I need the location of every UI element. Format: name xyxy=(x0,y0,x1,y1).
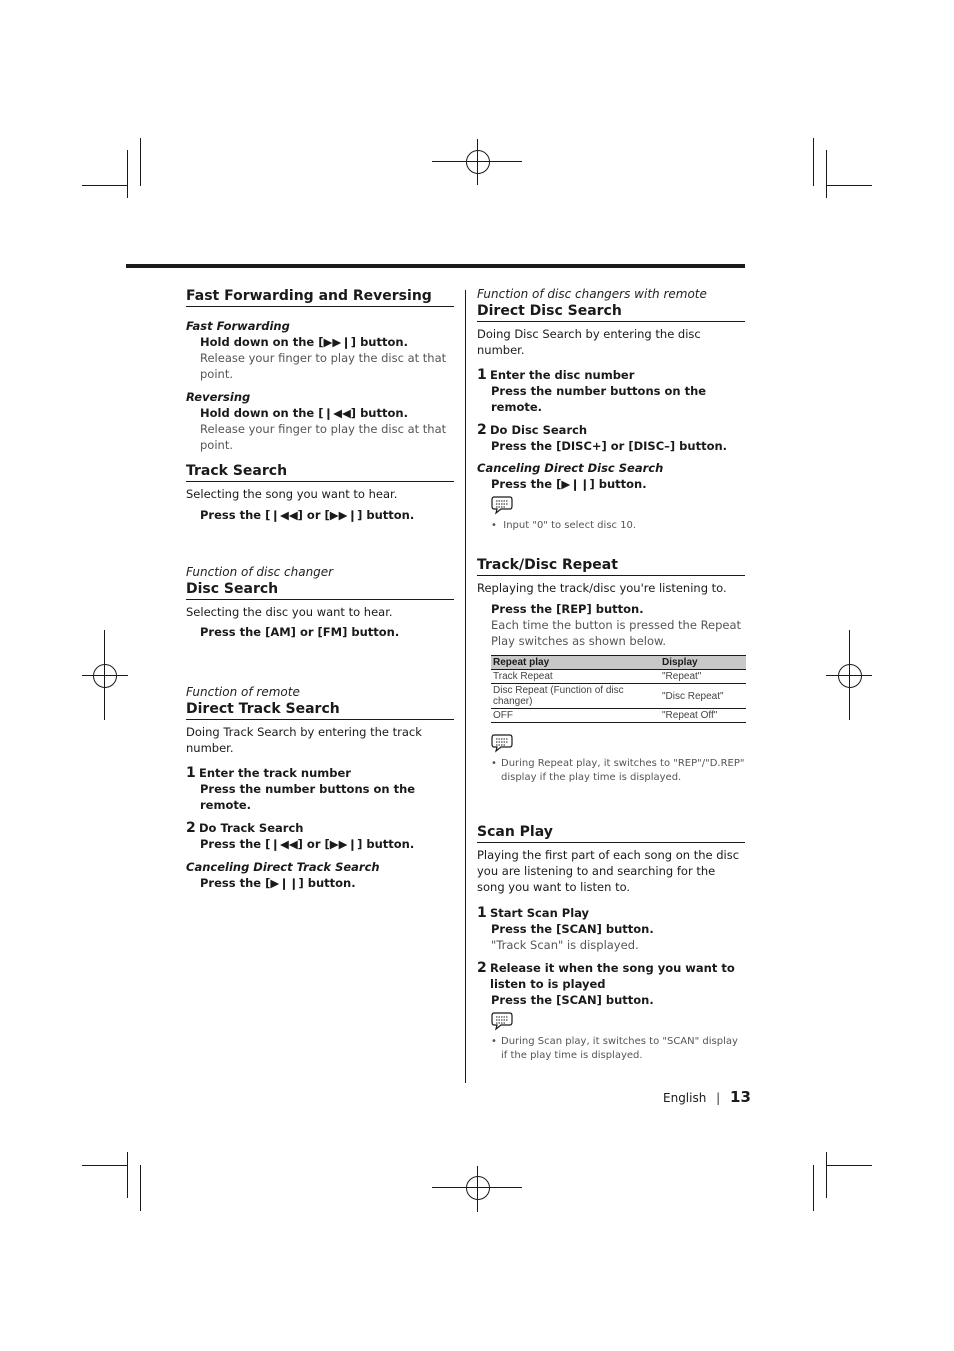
step-text: Press the [❙◀◀] or [▶▶❙] button. xyxy=(200,837,415,851)
step-number: 2 xyxy=(477,960,487,976)
step-text: Press the [SCAN] button. xyxy=(491,922,654,936)
step-text: Press the [AM] or [FM] button. xyxy=(200,625,400,639)
section-title: Disc Search xyxy=(186,580,454,600)
step-text: Press the [REP] button. xyxy=(491,602,644,616)
step-title: Start Scan Play xyxy=(490,906,590,920)
section-desc: Selecting the disc you want to hear. xyxy=(186,605,393,619)
section-desc: Doing Disc Search by entering the disc number. xyxy=(477,327,701,357)
section-scan-play xyxy=(477,823,745,1063)
table-cell: "Repeat" xyxy=(660,670,746,684)
section-desc: Playing the first part of each song on the disc you are listening to and searching for the song you want to listen to. xyxy=(477,848,740,894)
note-text: • During Scan play, it switches to "SCAN" display if the play time is displayed. xyxy=(491,1036,738,1061)
table-row xyxy=(491,684,746,709)
table-cell: OFF xyxy=(491,709,660,723)
step-text: Press the [❙◀◀] or [▶▶❙] button. xyxy=(200,508,415,522)
section-desc: Selecting the song you want to hear. xyxy=(186,487,398,501)
section-direct-track-search xyxy=(186,684,454,891)
section-track-search xyxy=(186,462,454,523)
section-title: Direct Track Search xyxy=(186,700,454,720)
section-desc: Doing Track Search by entering the track number. xyxy=(186,725,422,755)
subheading: Canceling Direct Track Search xyxy=(186,860,380,874)
left-column xyxy=(186,287,454,890)
step-note: Release your finger to play the disc at that point. xyxy=(200,422,447,452)
repeat-table xyxy=(491,655,746,723)
step-title: Enter the disc number xyxy=(490,368,635,382)
step-number: 2 xyxy=(186,820,196,836)
step-note: Each time the button is pressed the Repeat Play switches as shown below. xyxy=(491,618,742,648)
footer-language: English xyxy=(663,1091,707,1105)
step-note: "Track Scan" is displayed. xyxy=(491,938,639,952)
step-title: Do Track Search xyxy=(199,821,304,835)
step-text: Press the number buttons on the remote. xyxy=(491,384,707,414)
step-number: 1 xyxy=(477,905,487,921)
step-note: Release your finger to play the disc at that point. xyxy=(200,351,447,381)
function-category: Function of disc changers with remote xyxy=(477,287,707,301)
header-rule xyxy=(126,264,745,268)
subheading: Reversing xyxy=(186,390,251,404)
section-title: Direct Disc Search xyxy=(477,302,745,322)
note-bubble-icon xyxy=(491,495,745,519)
note-bubble-icon xyxy=(491,1011,745,1035)
table-cell: "Disc Repeat" xyxy=(660,684,746,709)
right-column xyxy=(477,286,745,1061)
page-footer xyxy=(663,1088,751,1106)
section-disc-search xyxy=(186,564,454,640)
step-text: Press the [▶❙❙] button. xyxy=(491,477,647,491)
subheading: Fast Forwarding xyxy=(186,319,290,333)
table-header: Repeat play xyxy=(491,656,660,670)
function-category: Function of remote xyxy=(186,685,300,699)
section-title: Fast Forwarding and Reversing xyxy=(186,287,454,307)
section-title: Scan Play xyxy=(477,823,745,843)
table-row xyxy=(491,709,746,723)
step-number: 1 xyxy=(477,367,487,383)
section-direct-disc-search xyxy=(477,286,745,533)
footer-separator: | xyxy=(716,1091,721,1105)
step-text: Press the [▶❙❙] button. xyxy=(200,876,356,890)
subheading: Canceling Direct Disc Search xyxy=(477,461,664,475)
section-title: Track Search xyxy=(186,462,454,482)
step-number: 1 xyxy=(186,765,196,781)
step-title: Enter the track number xyxy=(199,766,351,780)
step-number: 2 xyxy=(477,422,487,438)
section-desc: Replaying the track/disc you're listening to. xyxy=(477,581,727,595)
page-number: 13 xyxy=(730,1088,751,1106)
section-fast-forward xyxy=(186,287,454,453)
table-cell: Disc Repeat (Function of disc changer) xyxy=(491,684,660,709)
step-title: Release it when the song you want to listen to is played xyxy=(490,961,735,991)
step-text: Press the number buttons on the remote. xyxy=(200,782,416,812)
step-text: Press the [SCAN] button. xyxy=(491,993,654,1007)
table-cell: Track Repeat xyxy=(491,670,660,684)
note-bubble-icon xyxy=(491,733,745,757)
section-track-disc-repeat xyxy=(477,556,745,785)
note-text: • During Repeat play, it switches to "REP"/"D.REP" display if the play time is displayed. xyxy=(491,758,745,783)
step-text: Press the [DISC+] or [DISC–] button. xyxy=(491,439,728,453)
step-title: Do Disc Search xyxy=(490,423,588,437)
column-divider xyxy=(465,290,466,1083)
table-header: Display xyxy=(660,656,746,670)
table-row xyxy=(491,670,746,684)
note-text: • Input "0" to select disc 10. xyxy=(491,520,637,531)
section-title: Track/Disc Repeat xyxy=(477,556,745,576)
table-cell: "Repeat Off" xyxy=(660,709,746,723)
function-category: Function of disc changer xyxy=(186,565,334,579)
step-text: Hold down on the [▶▶❙] button. xyxy=(200,335,408,349)
step-text: Hold down on the [❙◀◀] button. xyxy=(200,406,408,420)
